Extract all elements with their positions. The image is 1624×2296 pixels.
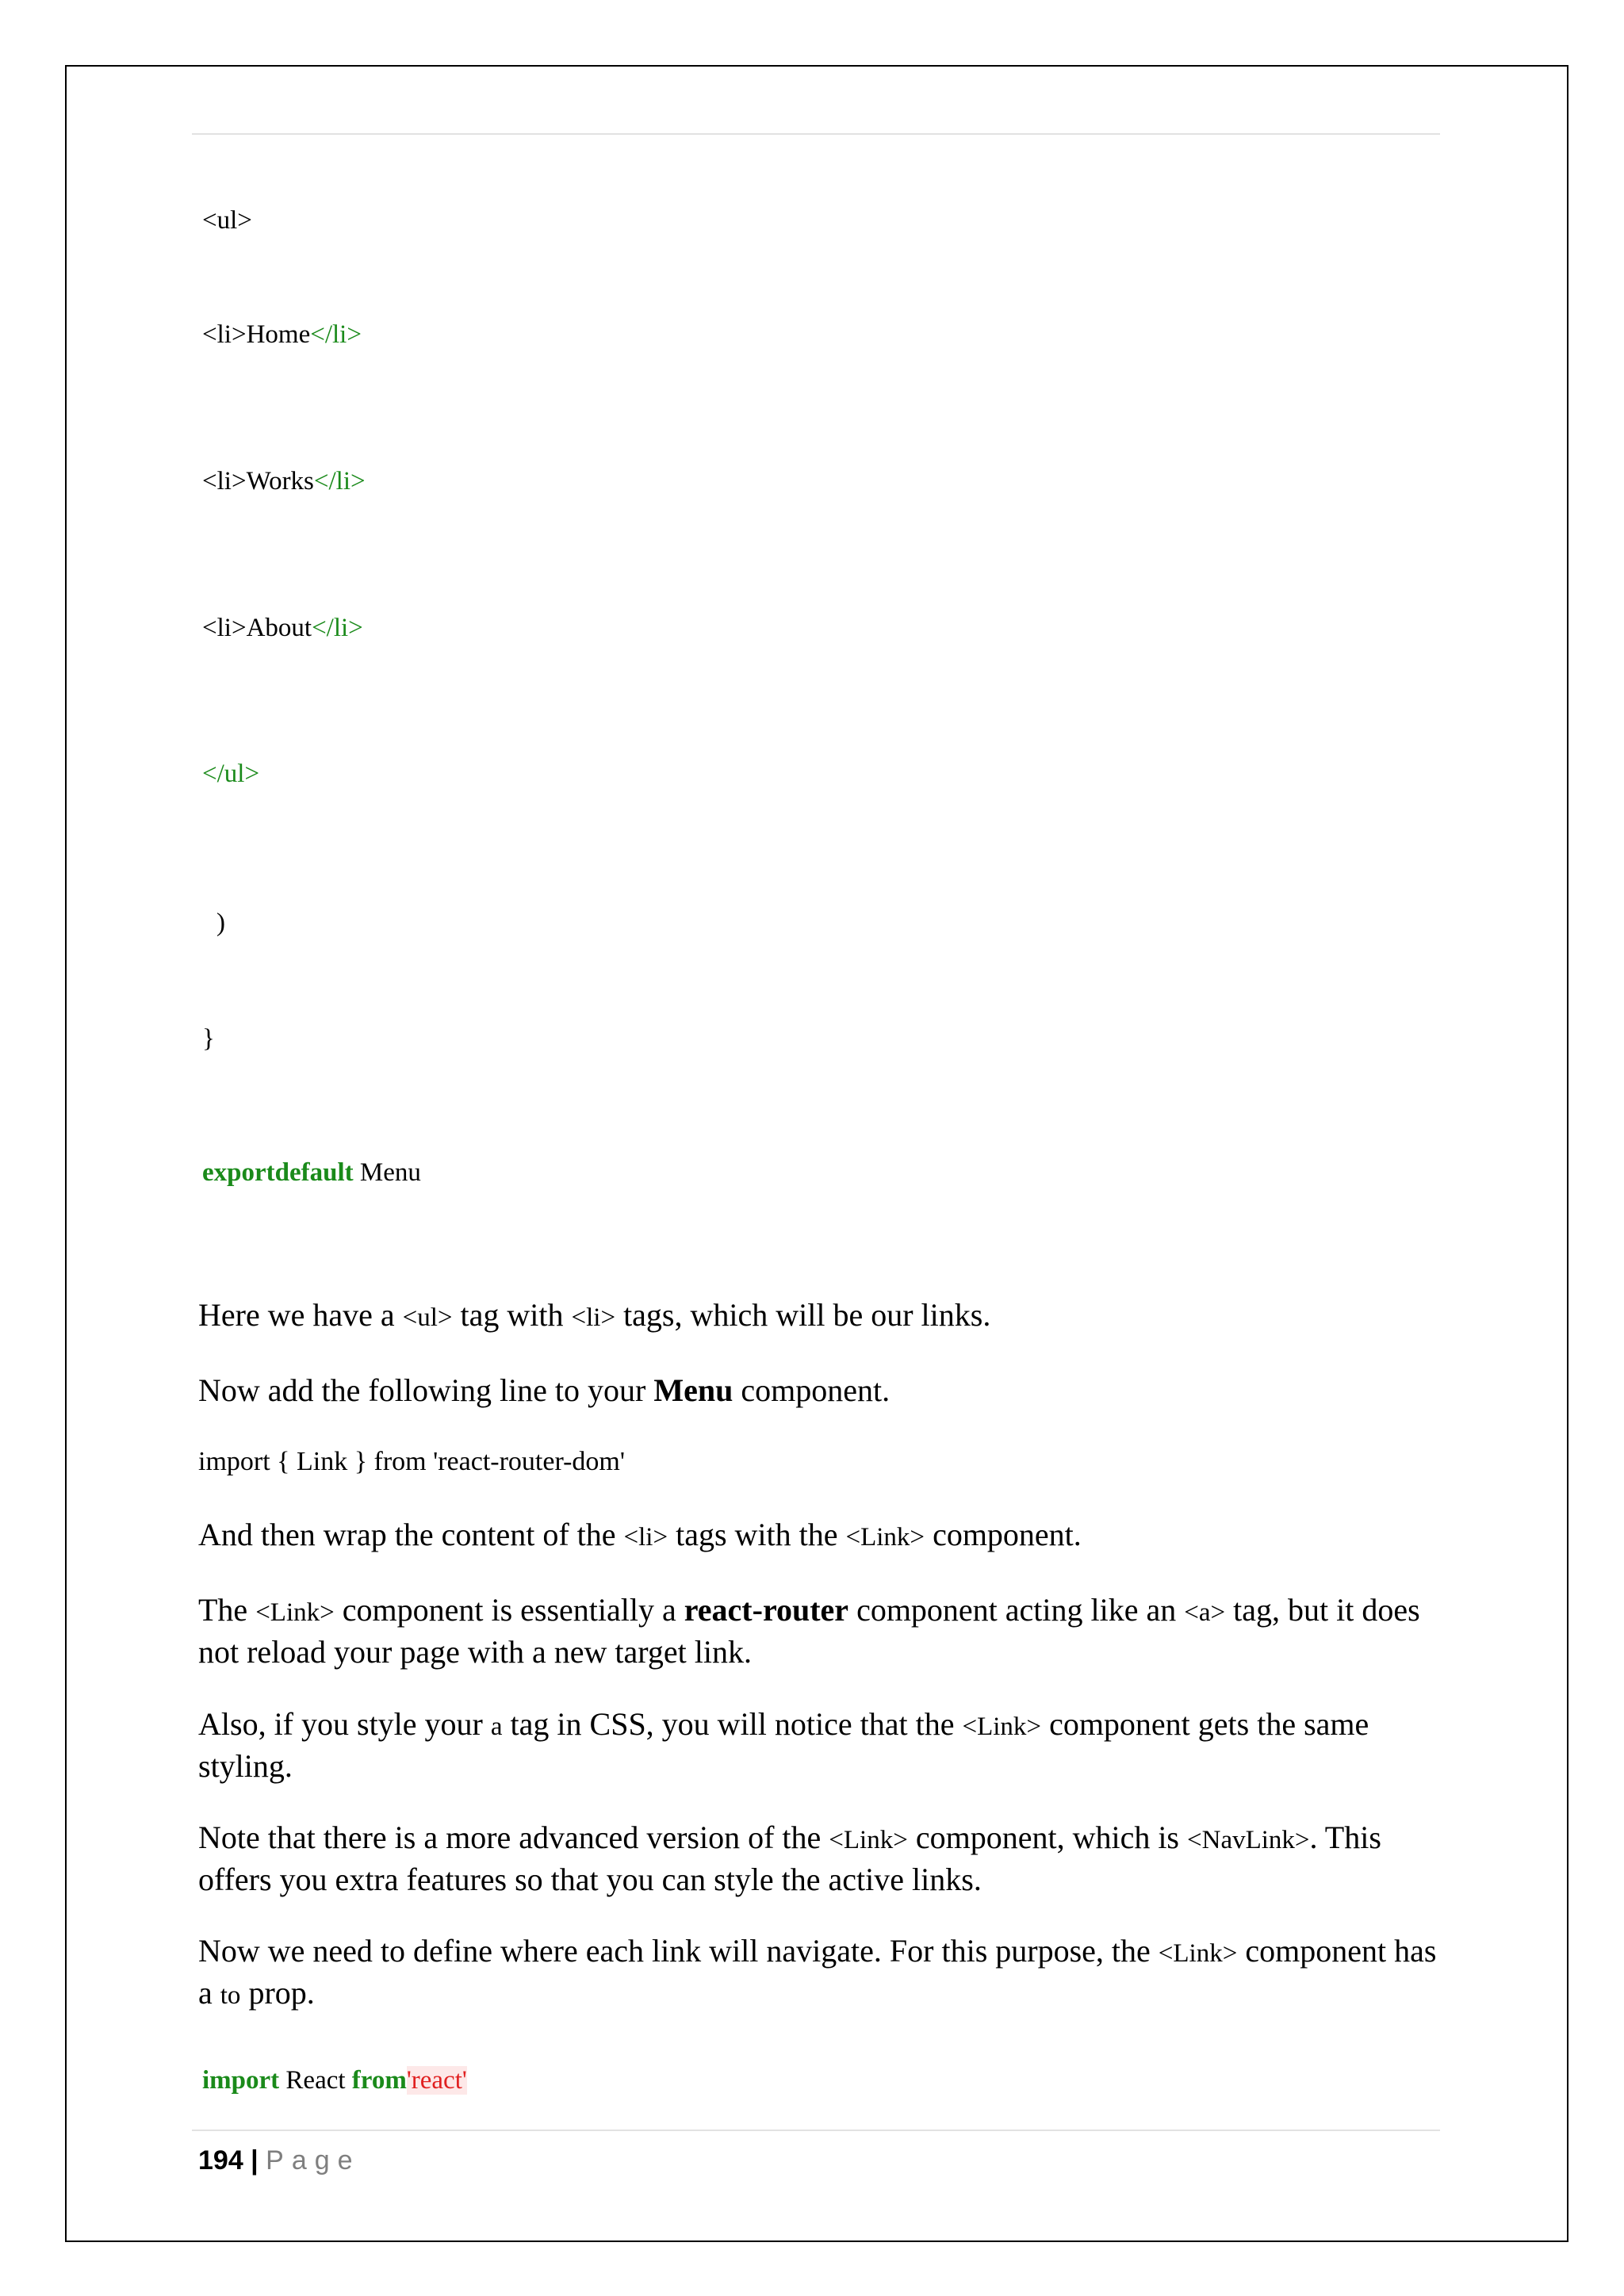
code-text: React xyxy=(279,2066,352,2095)
inline-code: <NavLink> xyxy=(1187,1826,1310,1854)
paragraph-4 xyxy=(198,1590,1443,1671)
code-text: About xyxy=(246,614,312,642)
paragraph-5 xyxy=(198,1705,1443,1785)
code-line-paren xyxy=(216,907,225,939)
code-line-brace xyxy=(202,1023,215,1054)
text: Here we have a xyxy=(198,1297,403,1333)
inline-code: <Link> xyxy=(1158,1939,1238,1968)
page-border xyxy=(65,65,1568,2242)
text: component is essentially a xyxy=(334,1592,684,1628)
code-line-ul-open xyxy=(202,205,252,236)
inline-code: <li> xyxy=(623,1523,668,1552)
text: prop. xyxy=(240,1975,315,2011)
code-text: Menu xyxy=(353,1158,421,1187)
code-line-li-about xyxy=(202,612,363,644)
code-tag-close: </ul> xyxy=(202,760,260,788)
text: tags with the xyxy=(668,1517,846,1552)
code-line-export xyxy=(202,1157,421,1188)
code-line-ul-close xyxy=(202,758,259,790)
page-label: Page xyxy=(266,2145,361,2175)
bold-term: Menu xyxy=(653,1372,733,1408)
text: component has a xyxy=(198,1933,1437,2011)
code-text: ) xyxy=(216,909,225,937)
code-text: Home xyxy=(246,320,311,349)
footer-rule xyxy=(192,2130,1440,2131)
code-line-li-works xyxy=(202,465,366,497)
paragraph-3 xyxy=(198,1515,1443,1557)
inline-code: a xyxy=(490,1712,503,1741)
paragraph-7 xyxy=(198,1931,1443,2015)
code-text: import { Link } from 'react-router-dom' xyxy=(198,1447,625,1476)
inline-code: to xyxy=(220,1981,241,2010)
text: . This offers you extra features so that you can style the active links. xyxy=(198,1820,1381,1897)
text: And then wrap the content of the xyxy=(198,1517,624,1552)
text: Now add the following line to your xyxy=(198,1372,654,1408)
text: tag, but it does not reload your page with a new target link. xyxy=(198,1592,1420,1670)
code-tag: <li> xyxy=(202,614,247,642)
paragraph-1 xyxy=(198,1295,1443,1337)
code-tag-close: </li> xyxy=(313,467,366,496)
inline-code: <Link> xyxy=(255,1598,335,1627)
text: Also, if you style your xyxy=(198,1706,491,1742)
code-line-import-react xyxy=(202,2064,467,2096)
page-footer xyxy=(198,2144,361,2177)
code-keyword: import xyxy=(202,2066,280,2095)
text: tag in CSS, you will notice that the xyxy=(502,1706,963,1742)
inline-code: <Link> xyxy=(962,1712,1042,1741)
inline-code: <li> xyxy=(571,1303,616,1332)
text: Now we need to define where each link will navigate. For this purpose, the xyxy=(198,1933,1159,1969)
text: The xyxy=(198,1592,256,1628)
header-rule xyxy=(192,133,1440,135)
import-code-line xyxy=(198,1446,625,1478)
paragraph-6 xyxy=(198,1818,1443,1899)
code-line-li-home xyxy=(202,319,362,350)
text: tags, which will be our links. xyxy=(615,1297,991,1333)
code-keyword: from xyxy=(351,2066,407,2095)
code-keyword: exportdefault xyxy=(202,1158,354,1187)
inline-code: <Link> xyxy=(845,1523,925,1552)
code-tag-close: </li> xyxy=(312,614,363,642)
page-number: 194 xyxy=(198,2145,243,2175)
text: tag with xyxy=(452,1297,572,1333)
code-string: 'react' xyxy=(406,2066,467,2095)
bold-term: react-router xyxy=(684,1592,849,1628)
footer-separator: | xyxy=(243,2145,266,2175)
code-tag-close: </li> xyxy=(310,320,362,349)
paragraph-2 xyxy=(198,1371,1443,1410)
text: component. xyxy=(925,1517,1082,1552)
inline-code: <ul> xyxy=(402,1303,453,1332)
text: component gets the same styling. xyxy=(198,1706,1369,1784)
inline-code: <a> xyxy=(1184,1598,1226,1627)
code-text: <ul> xyxy=(202,206,252,235)
text: component acting like an xyxy=(848,1592,1185,1628)
code-tag: <li> xyxy=(202,320,247,349)
code-tag: <li> xyxy=(202,467,247,496)
code-text: } xyxy=(202,1024,215,1053)
text: component. xyxy=(733,1372,891,1408)
text: Note that there is a more advanced version of the xyxy=(198,1820,829,1855)
text: component, which is xyxy=(907,1820,1187,1855)
inline-code: <Link> xyxy=(829,1826,908,1854)
code-text: Works xyxy=(246,467,314,496)
